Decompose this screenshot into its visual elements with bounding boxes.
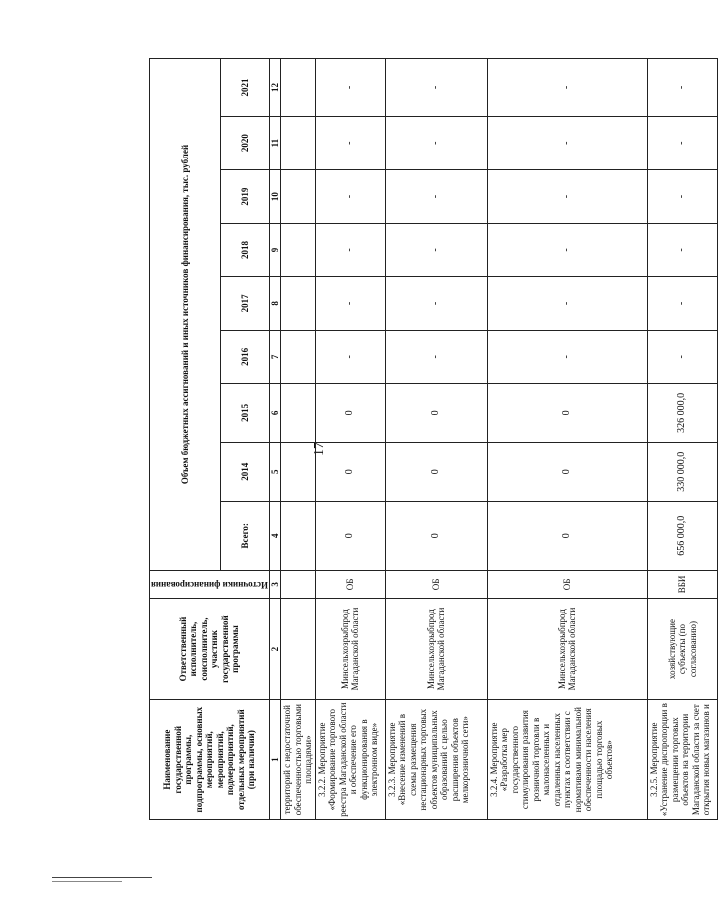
row-name: 3.2.3. Мероприятие «Внесение изменений в схемы размещения нестационарных торговых объектов муниципальных образований с целью расширения объектов мелкорозничной сети» [385,700,487,820]
row-name: 3.2.2. Мероприятие «Формирование торгового реестра Магаданской области и обеспечение его функционирования в электронном виде» [315,700,385,820]
column-index: 4 [269,501,281,570]
row-value: - [385,170,487,223]
row-source: ОБ [315,571,385,599]
column-index-row [269,59,281,820]
row-value: 0 [385,501,487,570]
row-value [281,277,316,330]
header-year: 2016 [220,330,269,383]
row-value: - [315,223,385,276]
row-responsible: Минсельхозрыбпрод Магаданской области [487,598,647,700]
row-responsible: Минсельхозрыбпрод Магаданской области [315,598,385,700]
row-value: 326 000,0 [647,384,717,443]
column-index: 11 [269,116,281,169]
row-value: - [647,330,717,383]
row-responsible [281,598,316,700]
column-index: 1 [269,700,281,820]
row-value: - [385,59,487,117]
row-value: - [647,59,717,117]
row-value: - [385,277,487,330]
header-year: 2015 [220,384,269,443]
row-value: - [487,59,647,117]
row-value: - [315,277,385,330]
header-year: 2017 [220,277,269,330]
row-value: - [315,116,385,169]
row-value [281,116,316,169]
row-value: 0 [385,442,487,501]
row-name: 3.2.5. Мероприятие «Устранение диспропорции в размещении торговых объектов на территории Магаданской области за счет открытия новых магазинов и [647,700,717,820]
row-value [281,223,316,276]
row-value: - [647,116,717,169]
row-value: - [487,223,647,276]
row-value: 0 [315,442,385,501]
header-responsible: Ответственный исполнитель, соисполнитель, участник государственной программы [150,598,270,700]
row-value: 0 [315,384,385,443]
row-value: - [487,116,647,169]
header-total: Всего: [220,501,269,570]
row-value: - [385,330,487,383]
row-source: ОБ [385,571,487,599]
row-value: - [315,170,385,223]
row-value: - [647,223,717,276]
row-source: ВБИ [647,571,717,599]
table-row [647,59,717,820]
page-number: 17 [312,442,327,456]
row-value [281,442,316,501]
row-value: - [647,170,717,223]
row-value: 0 [315,501,385,570]
row-value: - [385,116,487,169]
column-index: 8 [269,277,281,330]
column-index: 5 [269,442,281,501]
header-year: 2018 [220,223,269,276]
header-source-label: Источники финансирования [151,579,268,590]
row-value: - [647,277,717,330]
row-name: территорий с недостаточной обеспеченностью торговыми площадями» [281,700,316,820]
row-responsible: Минсельхозрыбпрод Магаданской области [385,598,487,700]
row-value: - [487,277,647,330]
row-responsible: хозяйствующие субъекты (по согласованию) [647,598,717,700]
header-name: Наименование государственной программы, подпрограммы, основных мероприятий, мероприятий, подмероприятий, отдельных мероприятий (при наличии) [150,700,270,820]
table-row [385,59,487,820]
table-row [487,59,647,820]
row-value [281,170,316,223]
column-index: 9 [269,223,281,276]
footer-rule [52,877,152,878]
row-value: - [315,59,385,117]
table-row [281,59,316,820]
header-row-1 [150,59,221,820]
row-value: 0 [487,384,647,443]
row-value [281,384,316,443]
row-value [281,59,316,117]
row-value: - [487,330,647,383]
header-funding: Объем бюджетных ассигнований и иных источников финансирования, тыс. рублей [150,59,221,571]
row-value: 0 [487,501,647,570]
header-year: 2014 [220,442,269,501]
row-value: - [487,170,647,223]
column-index: 10 [269,170,281,223]
row-value: 656 000,0 [647,501,717,570]
row-value [281,501,316,570]
header-year: 2020 [220,116,269,169]
row-value: - [385,223,487,276]
row-value [281,330,316,383]
column-index: 2 [269,598,281,700]
column-index: 6 [269,384,281,443]
row-value: 0 [385,384,487,443]
row-source [281,571,316,599]
row-name: 3.2.4. Мероприятие «Разработка мер государственного стимулирования развития розничной торговли в малонаселенных и отдаленных населенных пунктах в соответствии с нормативами минимальной обеспеченности населения площадью торговых объектов» [487,700,647,820]
table-row [315,59,385,820]
table-rotated-frame [149,58,712,820]
header-year: 2019 [220,170,269,223]
header-year: 2021 [220,59,269,117]
footer-rule [52,881,122,882]
column-index: 3 [269,571,281,599]
row-value: 330 000,0 [647,442,717,501]
row-value: 0 [487,442,647,501]
header-source [150,571,270,599]
funding-table [149,58,718,820]
row-value: - [315,330,385,383]
row-source: ОБ [487,571,647,599]
column-index: 12 [269,59,281,117]
column-index: 7 [269,330,281,383]
